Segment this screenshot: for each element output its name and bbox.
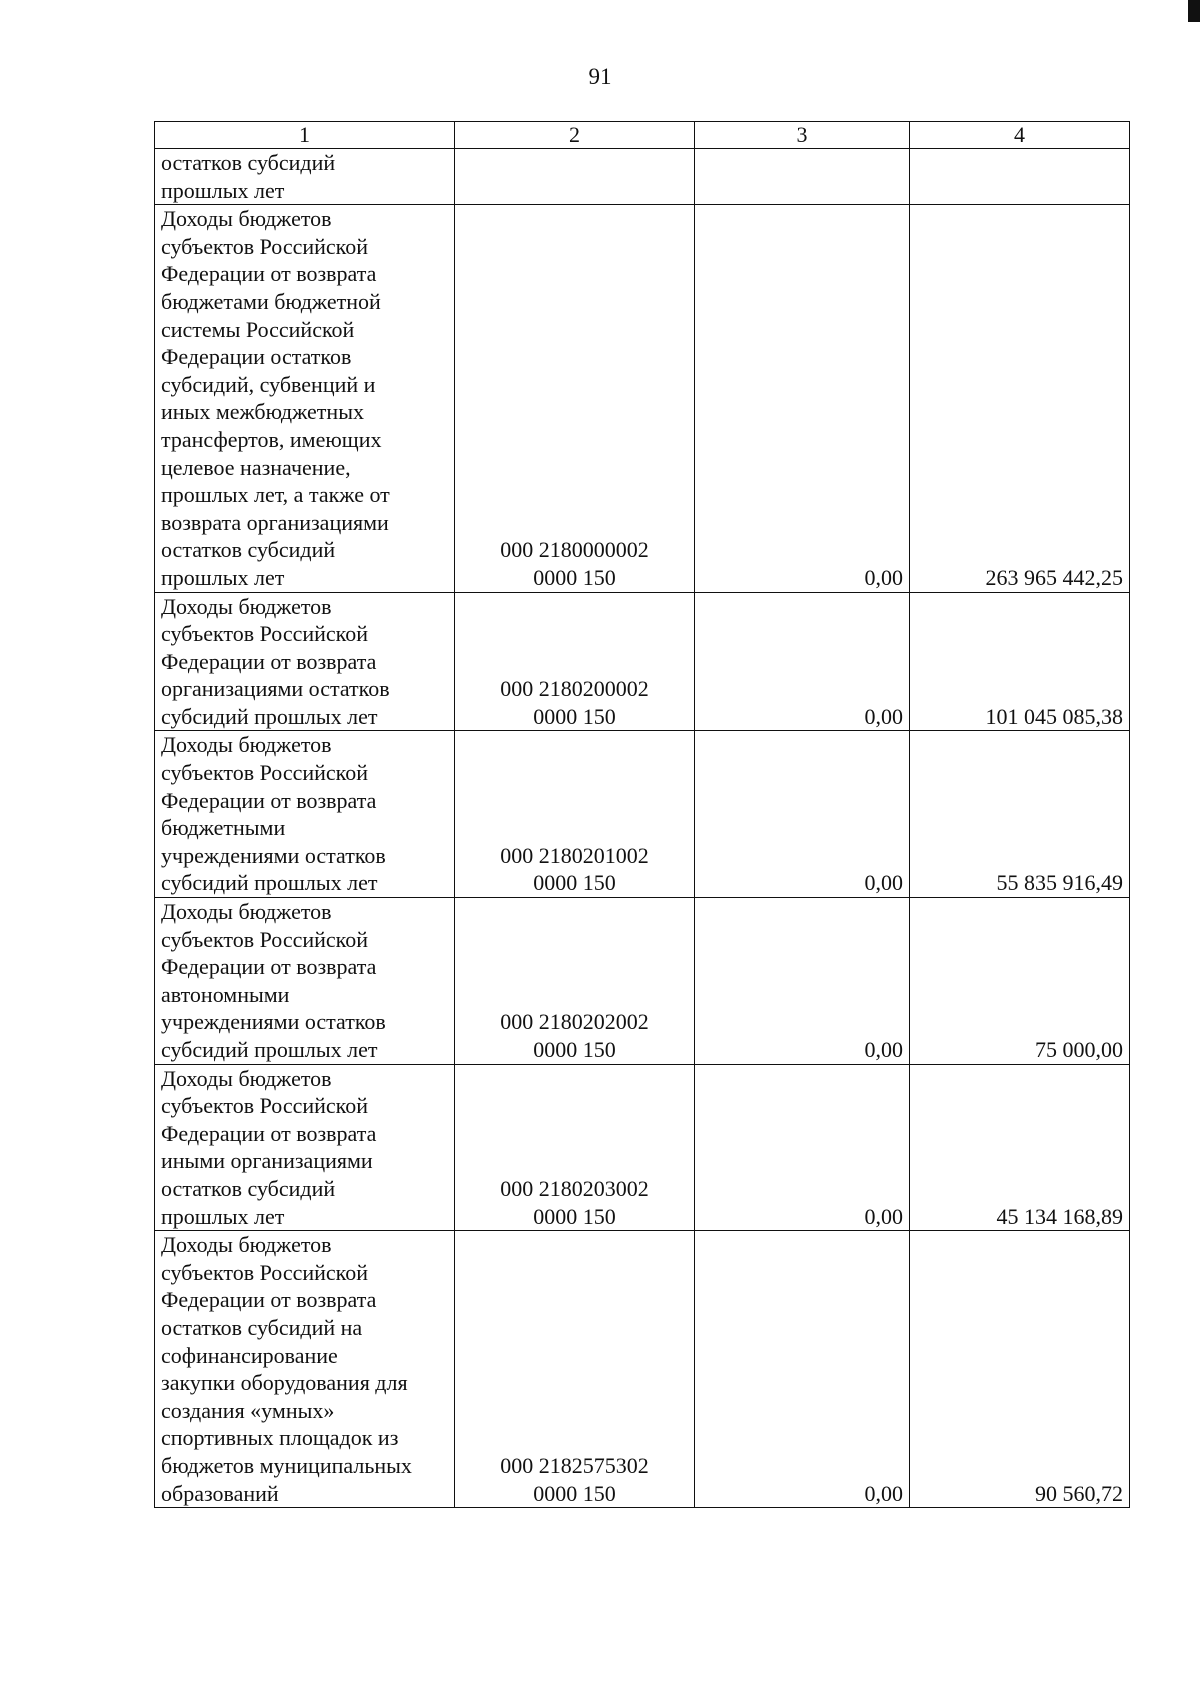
table-row: [155, 205, 1130, 592]
row-col3-value: 0,00: [695, 898, 910, 1065]
header-col-3: 3: [695, 122, 910, 149]
row-col3-value: 0,00: [695, 731, 910, 898]
row-col3-value: 0,00: [695, 1231, 910, 1508]
row-description: Доходы бюджетов субъектов Российской Федерации от возврата организациями остатков субсидий прошлых лет: [155, 592, 455, 731]
header-col-4: 4: [910, 122, 1130, 149]
header-col-2: 2: [455, 122, 695, 149]
row-col4-value: 55 835 916,49: [910, 731, 1130, 898]
table-row: [155, 1231, 1130, 1508]
row-code: [455, 149, 695, 205]
table-row: [155, 898, 1130, 1065]
row-description: Доходы бюджетов субъектов Российской Федерации от возврата бюджетными учреждениями остатков субсидий прошлых лет: [155, 731, 455, 898]
table-row: [155, 731, 1130, 898]
row-col3-value: [695, 149, 910, 205]
row-col4-value: 101 045 085,38: [910, 592, 1130, 731]
row-col4-value: 75 000,00: [910, 898, 1130, 1065]
row-code: 000 2180201002 0000 150: [455, 731, 695, 898]
row-col3-value: 0,00: [695, 1064, 910, 1231]
row-col3-value: 0,00: [695, 592, 910, 731]
row-code: 000 2180000002 0000 150: [455, 205, 695, 592]
row-description: Доходы бюджетов субъектов Российской Федерации от возврата бюджетами бюджетной системы Российской Федерации остатков субсидий, субвенций и иных межбюджетных трансфертов, имеющих целевое назначение, прошлых лет, а также от возврата организациями остатков субсидий прошлых лет: [155, 205, 455, 592]
row-code: 000 2180203002 0000 150: [455, 1064, 695, 1231]
row-description: Доходы бюджетов субъектов Российской Федерации от возврата остатков субсидий на софинансирование закупки оборудования для создания «умных» спортивных площадок из бюджетов муниципальных образований: [155, 1231, 455, 1508]
row-col4-value: 45 134 168,89: [910, 1064, 1130, 1231]
row-code: 000 2180200002 0000 150: [455, 592, 695, 731]
row-code: 000 2180202002 0000 150: [455, 898, 695, 1065]
table-row: [155, 149, 1130, 205]
row-code: 000 2182575302 0000 150: [455, 1231, 695, 1508]
row-description: Доходы бюджетов субъектов Российской Федерации от возврата иными организациями остатков субсидий прошлых лет: [155, 1064, 455, 1231]
row-col4-value: 263 965 442,25: [910, 205, 1130, 592]
table-row: [155, 1064, 1130, 1231]
table-row: [155, 592, 1130, 731]
budget-table: [154, 121, 1130, 1508]
page-number: 91: [588, 64, 612, 89]
row-col4-value: 90 560,72: [910, 1231, 1130, 1508]
row-col3-value: 0,00: [695, 205, 910, 592]
row-description: остатков субсидий прошлых лет: [155, 149, 455, 205]
scan-corner-mark: [1188, 0, 1200, 22]
table-header-row: [155, 122, 1130, 149]
row-col4-value: [910, 149, 1130, 205]
header-col-1: 1: [155, 122, 455, 149]
row-description: Доходы бюджетов субъектов Российской Федерации от возврата автономными учреждениями остатков субсидий прошлых лет: [155, 898, 455, 1065]
